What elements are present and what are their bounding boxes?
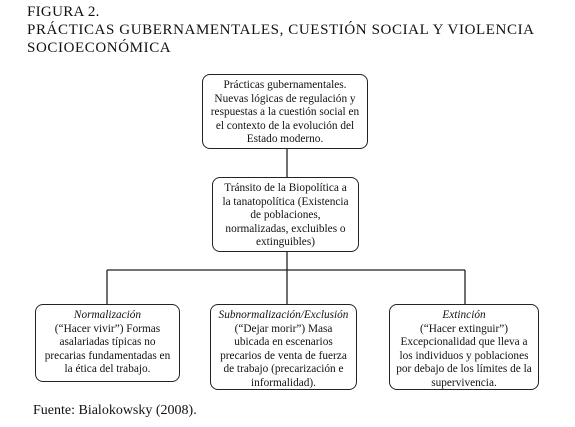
- figure-title: PRÁCTICAS GUBERNAMENTALES, CUESTIÓN SOCIAL Y VIOLENCIA SOCIOECONÓMICA: [27, 22, 534, 56]
- normalizacion-text: (“Hacer vivir”) Formas asalariadas típicas no precarias fundamentadas en la ética del trabajo.: [44, 322, 171, 376]
- box-practicas-gubernamentales: [202, 74, 368, 149]
- figure-source: Fuente: Bialokowsky (2008).: [33, 403, 197, 418]
- subnormalizacion-text: (“Dejar morir”) Masa ubicada en escenarios precarios de venta de fuerza de trabajo (precarización e informalidad).: [220, 322, 347, 389]
- extincion-heading: Extinción: [442, 309, 486, 321]
- box-transito-text: Tránsito de la Biopolítica a la tanatopolítica (Existencia de poblaciones, normalizadas, excluibles o extinguibles): [222, 182, 349, 249]
- normalizacion-heading: Normalización: [73, 309, 142, 321]
- extincion-text: (“Hacer extinguir”) Excepcionalidad que lleva a los individuos y poblaciones por debajo de los límites de la supervivencia.: [396, 322, 532, 389]
- box-subnormalizacion-exclusion: [210, 304, 357, 390]
- box-normalizacion: [35, 304, 180, 382]
- box-extincion: [389, 304, 539, 390]
- box-transito-biopolitica: [212, 177, 359, 252]
- box-practicas-text: Prácticas gubernamentales. Nuevas lógicas de regulación y respuestas a la cuestión social en el contexto de la evolución del Estado moderno.: [210, 79, 360, 146]
- figure-label: FIGURA 2.: [27, 4, 100, 20]
- subnormalizacion-heading: Subnormalización/Exclusión: [218, 309, 349, 321]
